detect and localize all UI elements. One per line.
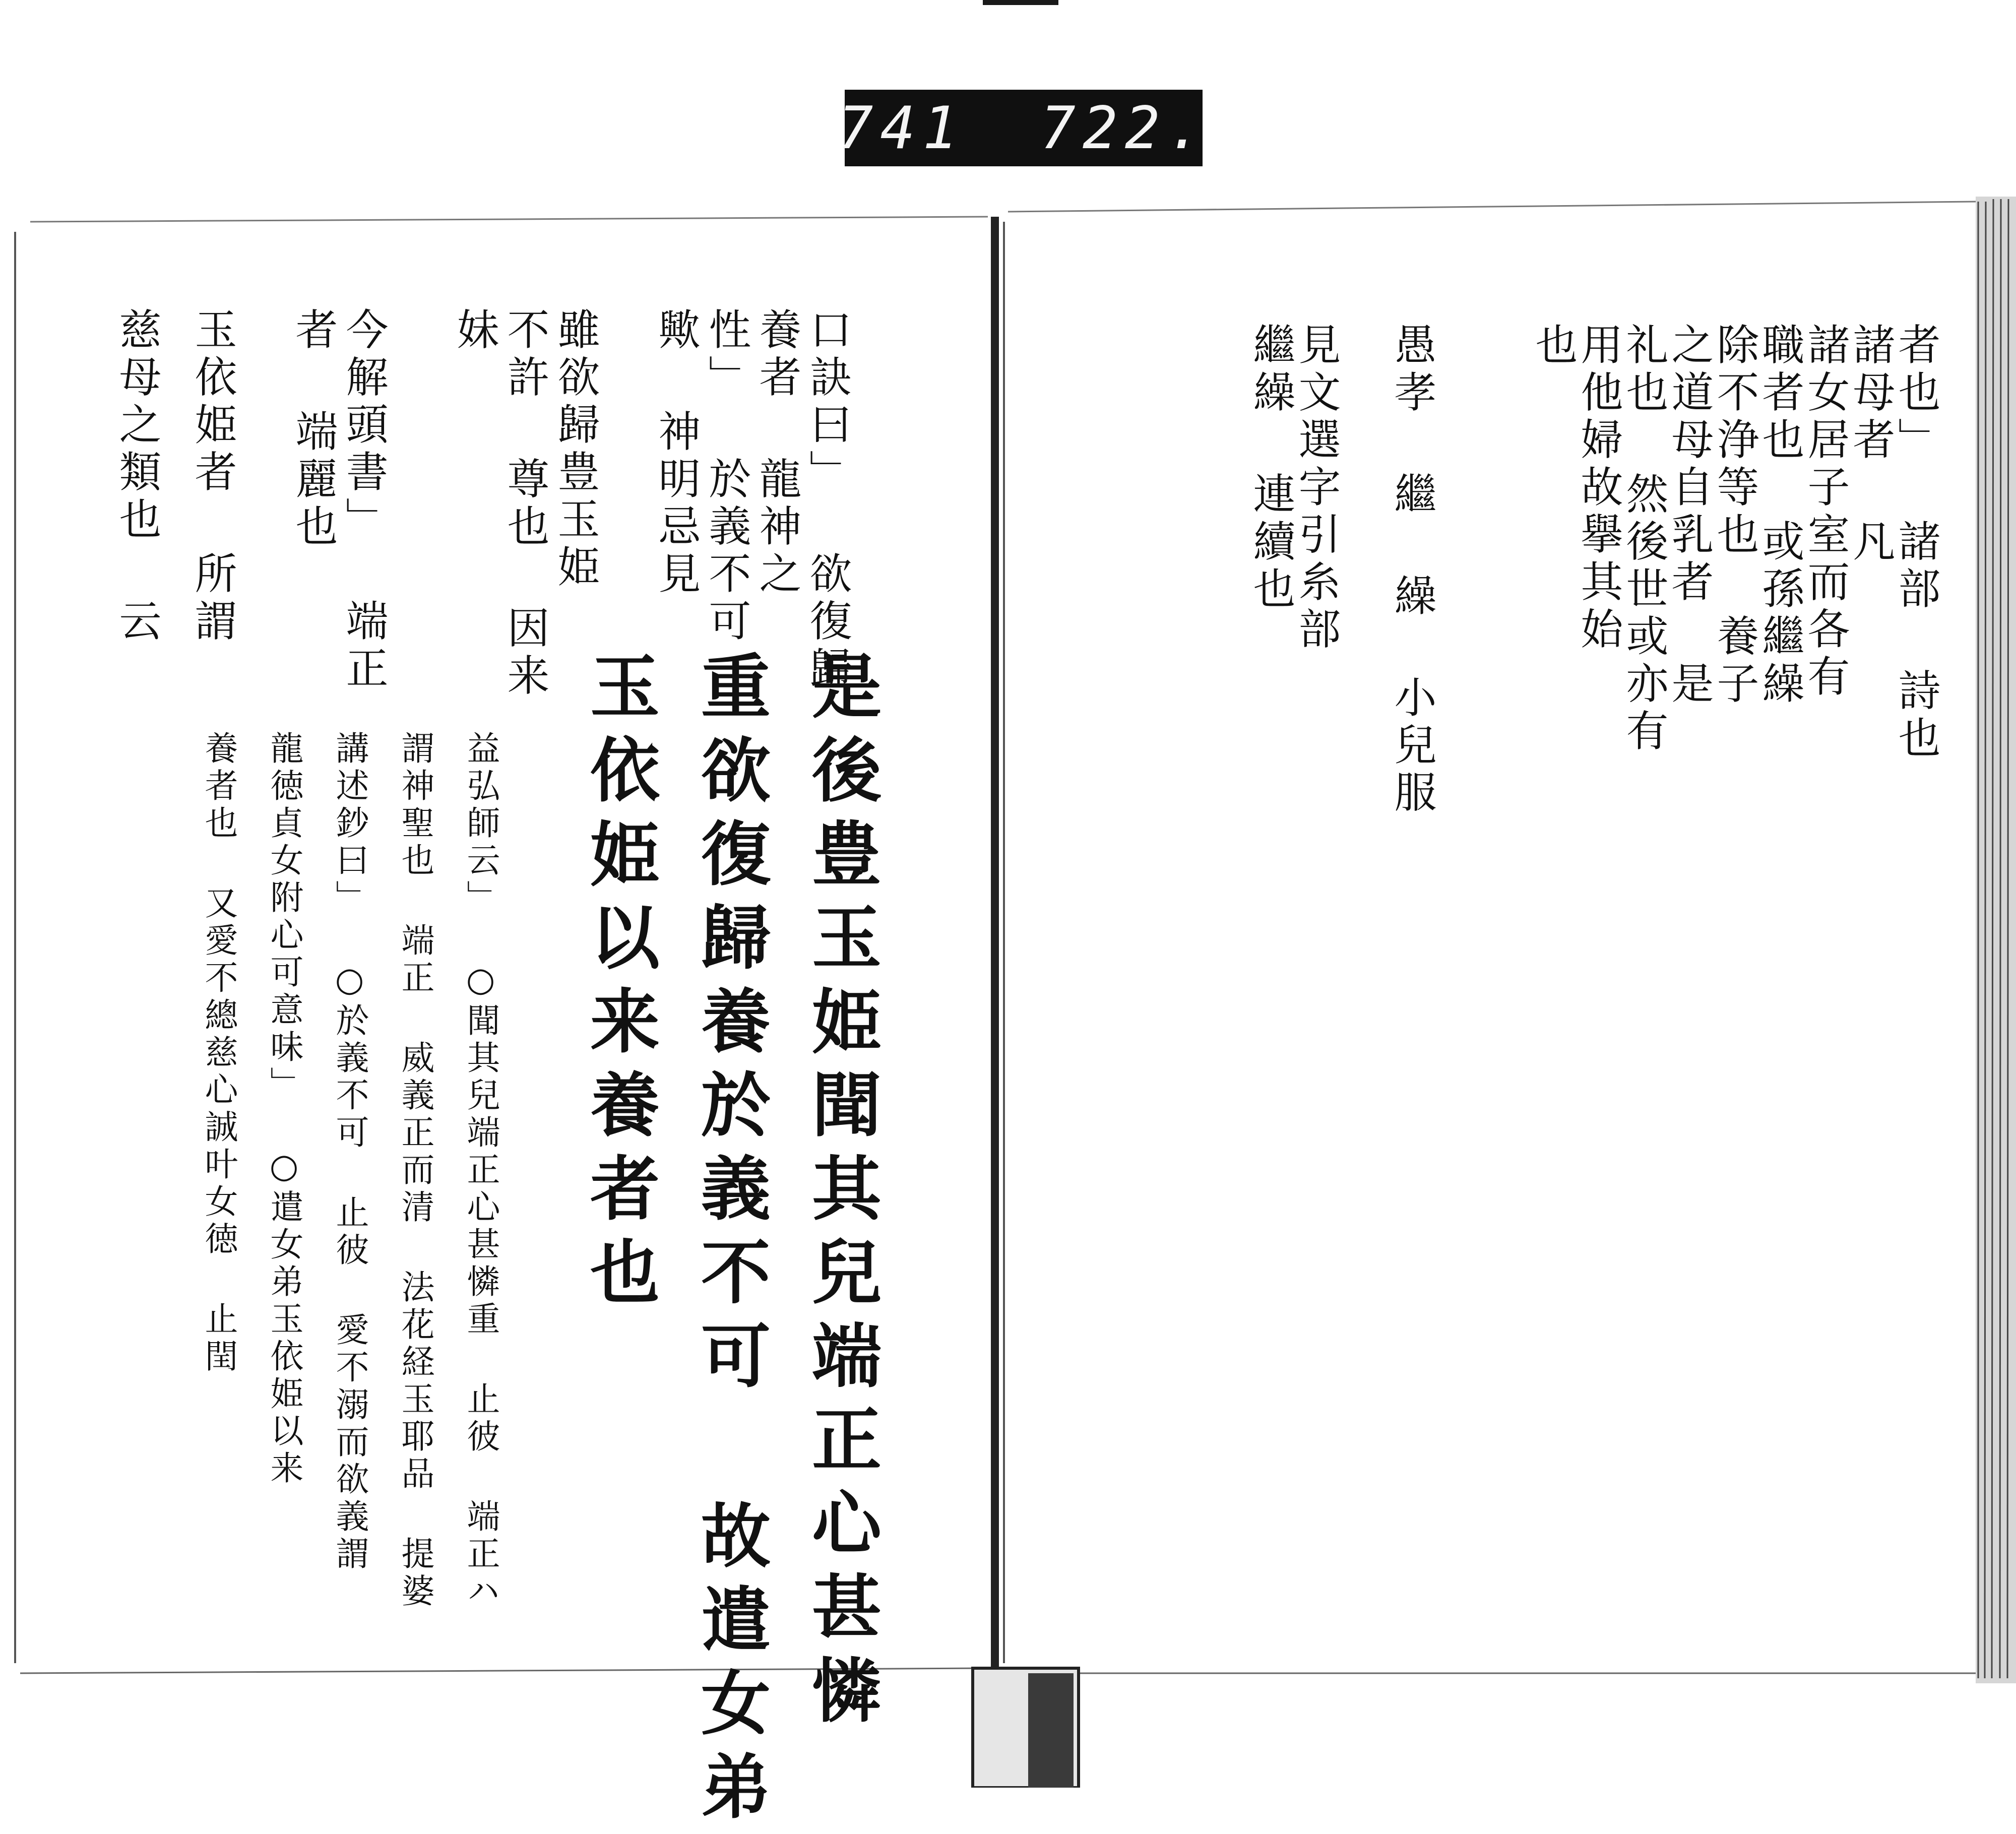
left-note-line: 者 端麗也 (289, 307, 338, 551)
right-page (1003, 237, 1956, 1658)
catalog-number-label (838, 90, 1210, 166)
main-text-line: 重欲復歸養於義不可 故遣女弟 (689, 650, 772, 1834)
left-note-line: 歟 神明忌見 (652, 307, 701, 599)
right-page-line: 職者也 或孫繼繰 (1755, 323, 1805, 709)
commentary-line: 講述鈔曰」 ○於義不可 止彼 愛不溺而欲義謂 (330, 731, 369, 1573)
right-page-line: 也 (1529, 323, 1578, 370)
right-page-line: 見文選字引糸部 (1292, 323, 1341, 654)
right-page-line: 諸母者 凡 (1846, 323, 1896, 566)
left-note-line: 性」 於義不可 (702, 307, 751, 646)
commentary-line: 養者也 又愛不總慈心誠叶女徳 止閏 (199, 731, 238, 1376)
right-page-line: 用他婦故擧其始 (1574, 323, 1623, 654)
left-note-line: 今解頭書」 端正 (339, 307, 389, 693)
left-note-line: 玉依姫者 所謂 (188, 307, 237, 646)
commentary-line: 謂神聖也 端正 威義正而清 法花経玉耶品 提婆 (396, 731, 434, 1611)
left-note-line: 雖欲歸豊玉姫 (551, 307, 600, 592)
left-page (50, 237, 998, 1834)
label-number-left: 741 (838, 94, 965, 162)
main-text-line: 是後豊玉姫聞其兒端正心甚憐 (800, 650, 883, 1738)
right-page-line: 除不浄等也 養子 (1710, 323, 1759, 709)
label-number-right: 722. (1040, 94, 1210, 162)
left-note-line: 妹 (450, 307, 499, 355)
main-text-line: 玉依姫以来養者也 (579, 650, 661, 1319)
left-note-line: 慈母之類也 云 (112, 307, 162, 646)
right-page-line: 諸女居子室而各有 (1801, 323, 1850, 702)
right-page-line: 愚孝 繼 繰 小兒服 (1388, 323, 1437, 817)
left-note-line: 口訣曰」 欲復歸 (803, 307, 852, 693)
right-page-line: 繼繰 連續也 (1246, 323, 1296, 614)
commentary-line: 龍徳貞女附心可意味」 ○遣女弟玉依姫以来 (265, 731, 303, 1488)
left-note-line: 養者 龍神之 (752, 307, 802, 599)
right-page-line: 者也」 諸部 詩也 (1892, 323, 1941, 763)
right-page-line: 之道母自乳者 是 (1665, 323, 1714, 709)
commentary-line: 益弘師云」 ○聞其兒端正心甚憐重 止彼 端正ハ (461, 731, 500, 1611)
left-note-line: 不許 尊也 因来 (500, 307, 550, 701)
right-page-line: 礼也 然後世或亦有 (1619, 323, 1669, 756)
